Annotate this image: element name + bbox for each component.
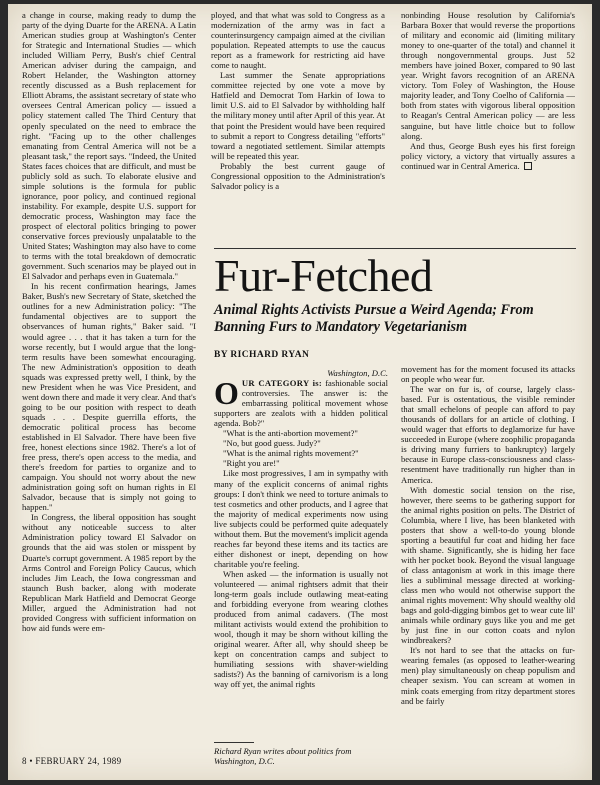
lead-caps: UR CATEGORY is: <box>241 378 323 389</box>
fur-article-column-1 <box>214 368 388 738</box>
paragraph: "Right you are!" <box>223 458 280 469</box>
page-folio: 8 • FEBRUARY 24, 1989 <box>22 756 122 766</box>
magazine-page <box>8 4 592 780</box>
drop-cap: O <box>214 375 239 412</box>
paragraph: nonbinding House resolution by California's Barbara Boxer that would reverse the proportions of military and economic aid (limiting military money to one-quarter of the total) and channel it through nongovernmental groups. Just 52 members have joined Boxer, compared to 90 last year. Wright favors recognition of an ARENA victory. Tom Foley of Washington, the House majority leader, and Tony Coelho of California — both from states with vigorous liberal opposition to Reagan's Central American policy — are less sanguine, but have little choice but to follow along. <box>401 10 575 141</box>
section-divider <box>214 248 576 249</box>
paragraph: "No, but good guess. Judy?" <box>223 438 321 449</box>
paragraph: ployed, and that what was sold to Congress as a modernization of the army was in fact a counterinsurgency campaign aimed at the civilian population. Repeated attempts to use the caucus report as a framework for restricting aid have come to naught. <box>211 10 385 71</box>
paragraph: In his recent confirmation hearings, James Baker, Bush's new Secretary of State, sketched the outlines for a new Administration policy: "The fundamental objectives are to support the observances of human rights," Baker said. "I would agree . . . that it has taken a turn for the worse recently, but I would argue that the long-term results have been somewhat encouraging. The new Administration's opposition to death squads was expressed pretty well, I think, by the new President when he was Vice President, and went down there and made it very clear. And that's going to be our position with respect to death squads . . . Despite guerrilla efforts, the democratic political process has become established in El Salvador. There have been five free, honest elections since 1982. There's a lot of free press, there's open access to the media, and there's freedom for parties to organize and to campaign. You should not worry about the new administration going soft on human rights in El Salvador, because that is simply not going to happen." <box>22 281 196 513</box>
paragraph: In Congress, the liberal opposition has sought without any noticeable success to alter Administration policy toward El Salvador on grounds that the aid was stolen or misspent by Duarte's corrupt government. A 1985 report by the Arms Control and Foreign Policy Caucus, which includes Jim Leach, the Iowa congressman and staunch Bush backer, along with moderate Republican Mark Hatfield and Democrat George Miller, argued the Administration had not provided Congress with sufficient information on how aid funds were em- <box>22 512 196 633</box>
paragraph: It's not hard to see that the attacks on fur-wearing females (as opposed to leather-wearing men) play simultaneously on cheap populism and cheaper sexism. You can scream at women in mink coats emerging from ritzy department stores and be fairly <box>401 645 575 706</box>
paragraph-text: And thus, George Bush eyes his first foreign policy victory, a victory that virtually assures a continued war in Central America. <box>401 140 575 171</box>
article-deck: Animal Rights Activists Pursue a Weird Agenda; From Banning Furs to Mandatory Vegetarianism <box>214 302 534 335</box>
author-note-rule <box>214 742 254 743</box>
paragraph: When asked — the information is usually not volunteered — animal rightsers admit that their long-term goals include outlawing meat-eating and forbidding everyone from wearing clothes produced from animal cadavers. (The most militant activists would extend the prohibition to wool, though it may be shorn without killing the original wearer. After all, why should sheep be kept on concentration camps and subject to humiliating sessions with shaver-wielding sadists?) As the banning of carnivorism is a long way off yet, the animal rights <box>214 568 388 690</box>
paragraph: "What is the animal rights movement?" <box>223 448 359 459</box>
paragraph: Last summer the Senate appropriations committee rejected by one vote a move by Hatfield and Democrat Tom Harkin of Iowa to limit U.S. aid to El Salvador by withholding half the military money until after April of this year. At that point the President would have been required to submit a report to Congress detailing "efforts" toward a negotiated settlement. Similar attempts will be repeated this year. <box>211 70 385 161</box>
lead-paragraph <box>214 375 388 429</box>
end-of-article-mark <box>524 162 532 170</box>
paragraph: With domestic social tension on the rise, however, there seems to be gathering support for the animal rights position on pelts. The District of Columbia, where I live, has been blanketed with posters that show a well-to-do young blonde sporting a beautiful fur coat and hiding her face with shame. Significantly, she is hiding her face with her pocket book. Beyond the visual language of class antagonism at work in this image there lies a subliminal message directed at working-class men who would not otherwise support the animal rights movement: Why should wealthy old bags and gold-digging bimbos get to wear cute lil' animals while ordinary guys like you and me get by just fine in our cotton coats and nylon windbreakers? <box>401 484 575 646</box>
paragraph-end <box>401 141 575 171</box>
paragraph: "What is the anti-abortion movement?" <box>223 428 358 439</box>
byline: BY RICHARD RYAN <box>214 350 310 360</box>
paragraph: a change in course, making ready to dump the party of the dying Duarte for the ARENA. A Latin American studies group at Washington's Center for Strategic and International Studies — which included William Perry, Bush's chief Central American adviser during the campaign, and Robert Helander, the Washington attorney recently discussed as a Bush replacement for Elliott Abrams, the assistant secretary of state who oversees Central American policy — issued a policy statement called The Third Century that openly speculated on the need to embrace the right. "Facing up to the other challenges emanating from Central America will not be a pleasant task," the report says. "Indeed, the United States faces choices that are difficult, and must be publicly sold as such. To elaborate elusive and simple solutions is the formula for public ignorance, poor policy, and continued regional instability. For example, despite U.S. support for democratic process, Washington may face the prospect of electoral politics bringing to power conservative forces previously unpalatable to the United States; Washington may also have to come to terms with the total breakdown of democratic government. Such scenarios may be played out in El Salvador and perhaps even in Guatemala." <box>22 10 196 282</box>
fur-article-column-2 <box>401 364 575 770</box>
paragraph: The war on fur is, of course, largely class-based. Fur is ostentatious, the visible reminder that small echelons of people can afford to pay thousands of dollars for an article of clothing. I would wager that efforts to deglamorize fur have succeeded in Europe (where zoophilic propaganda is driving many furriers to bankruptcy) largely because in Europe class-consciousness and class-resentment have traditionally run higher than in America. <box>401 384 575 485</box>
article-column-1 <box>22 10 196 772</box>
article-column-2 <box>211 10 385 236</box>
author-note: Richard Ryan writes about politics from Washington, D.C. <box>214 746 352 766</box>
paragraph: Like most progressives, I am in sympathy with many of the explicit concerns of animal rights groups: I don't think we need to torture animals to test cosmetics and other products, and I agree that the majority of medical experiments now using live subjects could be performed quite adequately without them. But the movement's implicit agenda reaches far beyond these items and its tactics are either dishonest or inept, depending on how charitable you're feeling. <box>214 468 388 569</box>
article-column-3 <box>401 10 575 236</box>
lead-text: fashionable social controversies. The answer is: the embarrassing political movement whose supporters are zealots with a hidden political agenda. Bob?" <box>214 378 388 429</box>
dateline: Washington, D.C. <box>327 368 388 378</box>
paragraph: Probably the best current gauge of Congressional opposition to the Administration's Salvador policy is a <box>211 160 385 191</box>
article-headline: Fur-Fetched <box>214 250 433 301</box>
paragraph: movement has for the moment focused its attacks on people who wear fur. <box>401 364 575 385</box>
